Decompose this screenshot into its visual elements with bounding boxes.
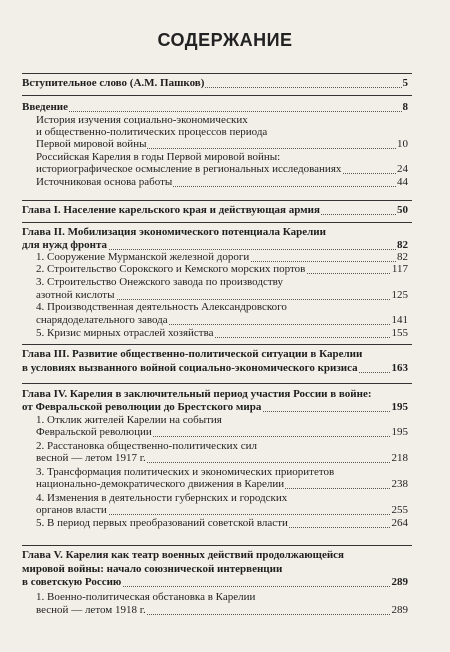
page-title: СОДЕРЖАНИЕ: [157, 30, 293, 50]
leader-dots: [22, 110, 408, 112]
toc-page-number: 24: [397, 163, 408, 175]
toc-entry-line: [36, 276, 408, 289]
toc-entry-text: Источниковая основа работы: [36, 176, 173, 188]
section-divider: [22, 383, 412, 384]
toc-chapter-line: [22, 576, 408, 589]
toc-page-number: 195: [391, 426, 408, 438]
toc-page-number: 238: [391, 478, 408, 490]
toc-entry-text: 2. Строительство Сорокского и Кемского морских портов: [36, 263, 306, 275]
toc-entry-line: [36, 591, 408, 604]
toc-page-number: 155: [391, 327, 408, 339]
section-divider: [22, 200, 412, 201]
toc-chapter-line: [22, 77, 408, 90]
toc-entry-text: 4. Производственная деятельность Александровского: [36, 301, 287, 313]
toc-chapter-line: [22, 101, 408, 114]
toc-entry-text: 1. Военно-политическая обстановка в Карелии: [36, 591, 256, 603]
toc-entry-text: Введение: [22, 101, 69, 113]
toc-page-number: 195: [391, 401, 408, 413]
toc-entry-text: Глава IV. Карелия в заключительный период участия России в войне:: [22, 388, 372, 400]
toc-entry-text: Глава V. Карелия как театр военных действий продолжающейся: [22, 549, 345, 561]
toc-entry-text: 3. Трансформация политических и экономических приоритетов: [36, 466, 335, 478]
toc-entry-line: [36, 163, 408, 176]
toc-entry-text: 5. Кризис мирных отраслей хозяйства: [36, 327, 214, 339]
toc-page-number: 125: [391, 289, 408, 301]
toc-entry-line: [36, 176, 408, 189]
toc-page-number: 44: [397, 176, 408, 188]
toc-page-number: 289: [391, 604, 408, 616]
toc-entry-line: [36, 138, 408, 151]
toc-entry-text: 1. Отклик жителей Карелии на события: [36, 414, 222, 426]
toc-entry-text: весной — летом 1917 г.: [36, 452, 146, 464]
toc-entry-line: [36, 263, 408, 276]
toc-page-number: 289: [391, 576, 408, 588]
section-divider: [22, 344, 412, 345]
toc-entry-line: [36, 517, 408, 530]
toc-page-number: 163: [391, 362, 408, 374]
toc-chapter-line: [22, 362, 408, 375]
toc-entry-text: весной — летом 1918 г.: [36, 604, 146, 616]
toc-chapter-line: [22, 388, 408, 401]
toc-entry-text: Вступительное слово (А.М. Пашков): [22, 77, 205, 89]
toc-page-number: 8: [402, 101, 408, 113]
toc-entry-line: [36, 604, 408, 617]
toc-entry-text: снарядоделательного завода: [36, 314, 168, 326]
section-divider: [22, 222, 412, 223]
toc-chapter-line: [22, 226, 408, 239]
section-divider: [22, 73, 412, 74]
toc-entry-text: азотной кислоты: [36, 289, 115, 301]
toc-entry-line: [36, 426, 408, 439]
toc-page-number: 141: [391, 314, 408, 326]
toc-entry-text: Российская Карелия в годы Первой мировой войны:: [36, 151, 281, 163]
toc-page-number: 82: [397, 251, 408, 263]
toc-page-number: 82: [397, 239, 408, 251]
toc-entry-text: Глава I. Население карельского края и действующая армия: [22, 204, 320, 216]
toc-entry-text: в условиях вызванного войной социально-экономического кризиса: [22, 362, 358, 374]
toc-page-number: 117: [391, 263, 408, 275]
toc-entry-line: [36, 478, 408, 491]
toc-entry-line: [36, 504, 408, 517]
toc-chapter-line: [22, 401, 408, 414]
toc-page-number: 10: [397, 138, 408, 150]
toc-entry-text: Первой мировой войны: [36, 138, 147, 150]
toc-entry-line: [36, 452, 408, 465]
toc-entry-line: [36, 314, 408, 327]
toc-entry-line: [36, 327, 408, 340]
toc-entry-text: историографическое осмысление в региональных исследованиях: [36, 163, 342, 175]
toc-entry-text: органов власти: [36, 504, 107, 516]
toc-entry-text: в советскую Россию: [22, 576, 122, 588]
toc-entry-text: от Февральской революции до Брестского мира: [22, 401, 262, 413]
section-divider: [22, 545, 412, 546]
toc-chapter-line: [22, 204, 408, 217]
toc-entry-text: 1. Сооружение Мурманской железной дороги: [36, 251, 250, 263]
section-divider: [22, 95, 412, 96]
toc-entry-text: Глава III. Развитие общественно-политической ситуации в Карелии: [22, 348, 363, 360]
toc-page-number: 50: [397, 204, 408, 216]
toc-page-number: 218: [391, 452, 408, 464]
toc-entry-text: для нужд фронта: [22, 239, 108, 251]
toc-entry-text: и общественно-политических процессов периода: [36, 126, 268, 138]
toc-page-number: 264: [391, 517, 408, 529]
toc-chapter-line: [22, 549, 408, 562]
toc-entry-text: История изучения социально-экономических: [36, 114, 248, 126]
toc-entry-text: Глава II. Мобилизация экономического потенциала Карелии: [22, 226, 326, 238]
toc-entry-text: мировой войны: начало союзнической интервенции: [22, 563, 283, 575]
toc-entry-text: Февральской революции: [36, 426, 152, 438]
toc-page-number: 5: [402, 77, 408, 89]
toc-chapter-line: [22, 348, 408, 361]
toc-entry-text: 4. Изменения в деятельности губернских и городских: [36, 492, 288, 504]
toc-page-number: 255: [391, 504, 408, 516]
toc-entry-line: [36, 301, 408, 314]
toc-chapter-line: [22, 563, 408, 576]
toc-entry-text: 3. Строительство Онежского завода по производству: [36, 276, 283, 288]
toc-entry-text: национально-демократического движения в Карелии: [36, 478, 285, 490]
toc-entry-text: 5. В период первых преобразований советской власти: [36, 517, 288, 529]
toc-entry-text: 2. Расстановка общественно-политических сил: [36, 440, 257, 452]
